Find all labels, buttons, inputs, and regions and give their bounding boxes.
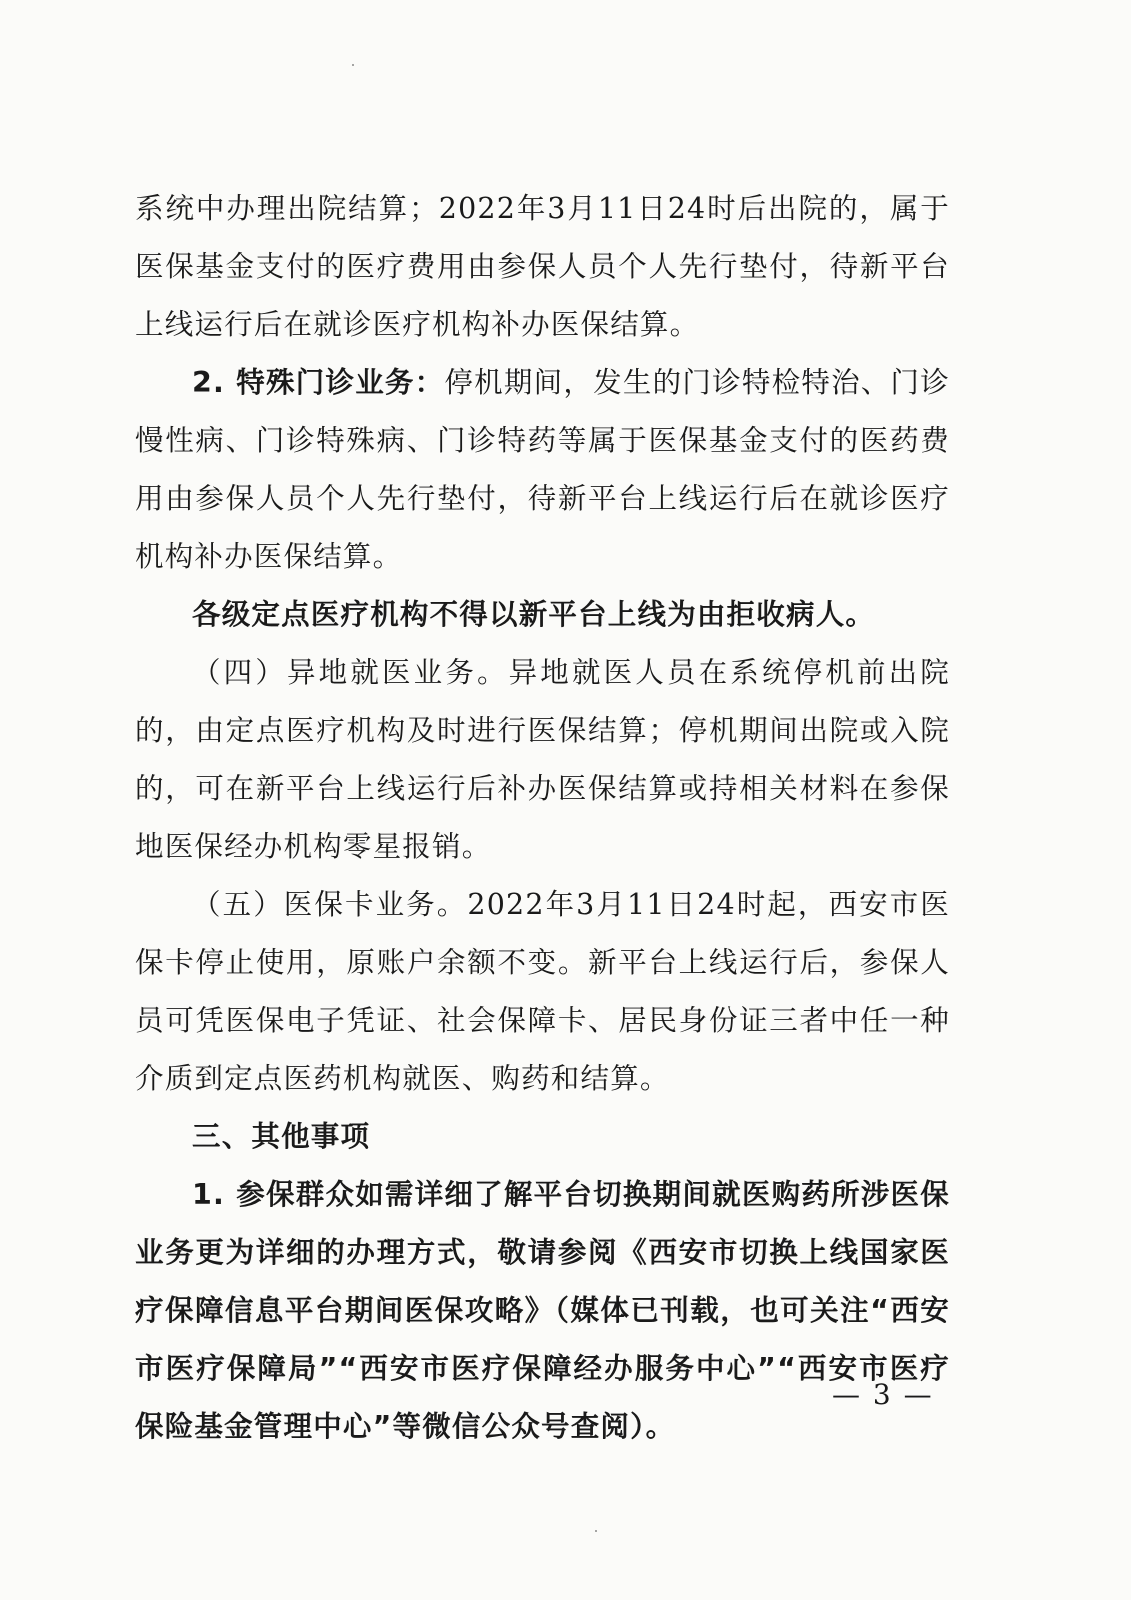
scan-speck	[352, 64, 354, 66]
paragraph-remote-medical	[135, 644, 950, 876]
paragraph-no-refusal	[135, 586, 950, 644]
paragraph-text: （五）医保卡业务。2022年3月11日24时起，西安市医保卡停止使用，原账户余额不变。新平台上线运行后，参保人员可凭医保电子凭证、社会保障卡、居民身份证三者中任一种介质到定点医药机构就医、购药和结算。	[135, 888, 950, 1095]
paragraph-text: 各级定点医疗机构不得以新平台上线为由拒收病人。	[192, 598, 876, 631]
section-heading-other-matters	[135, 1108, 950, 1166]
paragraph-special-outpatient	[135, 354, 950, 586]
paragraph-guide-reference	[135, 1166, 950, 1456]
page-number: — 3 —	[832, 1378, 934, 1411]
paragraph-text: 系统中办理出院结算；2022年3月11日24时后出院的，属于医保基金支付的医疗费用由参保人员个人先行垫付，待新平台上线运行后在就诊医疗机构补办医保结算。	[135, 192, 950, 341]
paragraph-insurance-card	[135, 876, 950, 1108]
paragraph-lead: 2. 特殊门诊业务：	[192, 366, 445, 399]
scan-speck	[595, 1530, 597, 1532]
heading-text: 三、其他事项	[192, 1120, 371, 1153]
paragraph-text: 1. 参保群众如需详细了解平台切换期间就医购药所涉医保业务更为详细的办理方式，敬请参阅《西安市切换上线国家医疗保障信息平台期间医保攻略》（媒体已刊载，也可关注“西安市医疗保障局”“西安市医疗保障经办服务中心”“西安市医疗保险基金管理中心”等微信公众号查阅）。	[135, 1178, 950, 1443]
paragraph-text: （四）异地就医业务。异地就医人员在系统停机前出院的，由定点医疗机构及时进行医保结算；停机期间出院或入院的，可在新平台上线运行后补办医保结算或持相关材料在参保地医保经办机构零星报销。	[135, 656, 950, 863]
paragraph-inpatient-settlement	[135, 180, 950, 354]
document-body	[135, 180, 950, 1456]
paragraph-text: 停机期间，发生的门诊特检特治、门诊慢性病、门诊特殊病、门诊特药等属于医保基金支付的医药费用由参保人员个人先行垫付，待新平台上线运行后在就诊医疗机构补办医保结算。	[135, 366, 950, 573]
